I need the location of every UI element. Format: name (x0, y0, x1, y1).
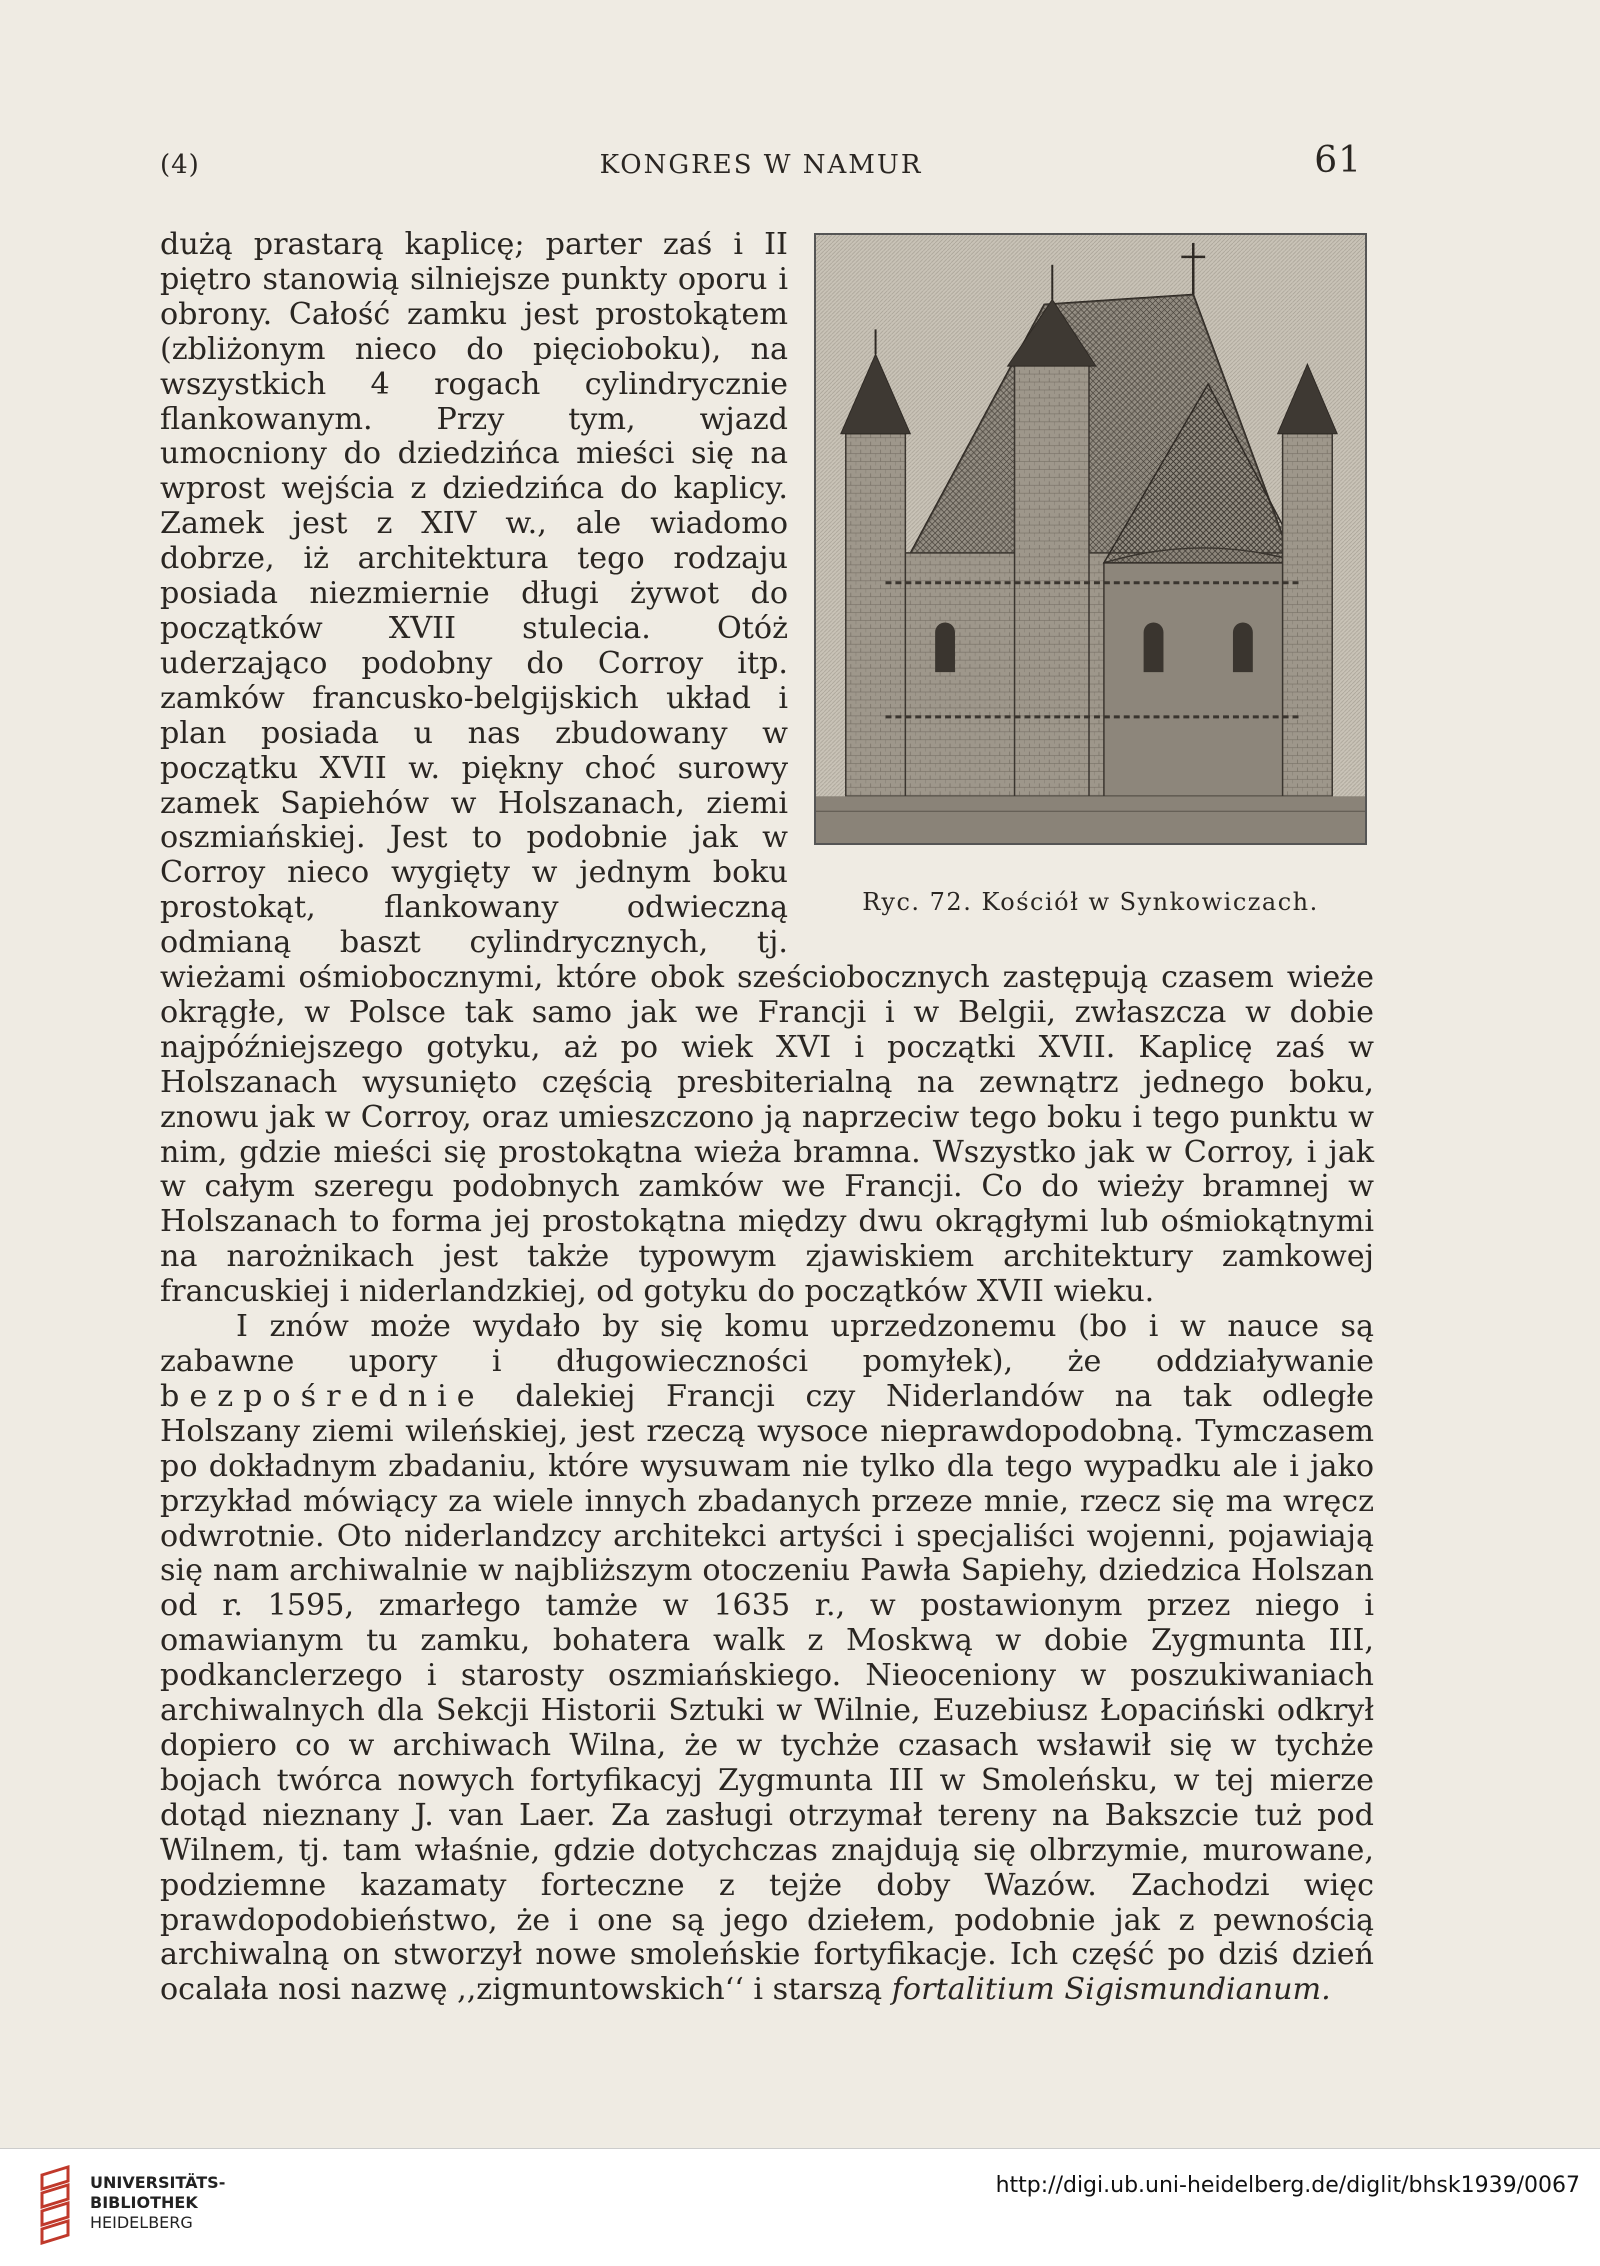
italic-term: fortalitium Sigismundianum. (891, 1972, 1331, 2008)
paragraph-1: dużą prastarą kaplicę; parter zaś i II piętro stanowią silniejsze punkty oporu i obrony. Całość zamku jest prostokątem (zbliżonym nieco do pięcioboku), na wszystkich 4 rogach cylindrycznie flankowanym. Przy tym, wjazd umocniony do dziedzińca mieści się na wprost wejścia z dziedzińca do kaplicy. Zamek jest z XIV w., ale wiadomo dobrze, iż architektura tego rodzaju posiada niezmiernie długi żywot do początków XVII stulecia. Otóż uderzająco podobny do Corroy itp. zamków francusko-belgijskich układ i plan posiada u nas zbudowany w początku XVII w. piękny choć surowy zamek Sapiehów w Holszanach, ziemi oszmiańskiej. Jest to podobnie jak w Corroy nieco wygięty w jednym boku prostokąt, flankowany odwieczną odmianą baszt cylindrycznych, tj. wieżami ośmiobocznymi, które obok sześciobocznych zastępują czasem wieże okrągłe, w Polsce tak samo jak we Francji i w Belgii, zwłaszcza w dobie najpóźniejszego gotyku, aż po wiek XVI i początki XVII. Kaplicę zaś w Holszanach wysunięto częścią presbiterialną na zewnątrz jednego boku, znowu jak w Corroy, oraz umieszczono ją naprzeciw tego boku i tego punktu w nim, gdzie mieści się prostokątna wieża bramna. Wszystko jak w Corroy, i jak w całym szeregu podobnych zamków we Francji. Co do wieży bramnej w Holszanach to forma jej prostokątna między dwu okrągłymi lub ośmiokątnymi na narożnikach jest także typowym zjawiskiem architektury zamkowej francuskiej i niderlandzkiej, od gotyku do początków XVII wieku. (160, 227, 1374, 1310)
section-number: (4) (160, 150, 200, 180)
paragraph-2-part-b: dalekiej Francji czy Niderlandów na tak odległe Holszany ziemi wileńskiej, jest rzeczą wysoce nieprawdopodobną. Tymczasem po dokładnym zbadaniu, które wysuwam nie tylko dla tego wypadku ale i jako przykład mówiący za wiele innych zbadanych przeze mnie, rzecz się ma wręcz odwrotnie. Oto niderlandzcy architekci artyści i specjaliści wojenni, pojawiają się nam archiwalnie w najbliższym otoczeniu Pawła Sapiehy, dziedzica Holszan od r. 1595, zmarłego tamże w 1635 r., w postawionym przez niego i omawianym tu zamku, bohatera walk z Moskwą w dobie Zygmunta III, podkanclerzego i starosty oszmiańskiego. Nieoceniony w poszukiwaniach archiwalnych dla Sekcji Historii Sztuki w Wilnie, Euzebiusz Łopaciński odkrył dopiero co w archiwach Wilna, że w tychże czasach wsławił się w tychże bojach twórca nowych fortyfikacyj Zygmunta III w Smoleńsku, w tej mierze dotąd nieznany J. van Laer. Za zasługi otrzymał tereny na Bakszcie tuż pod Wilnem, tj. tam właśnie, gdzie dotychczas znajdują się olbrzymie, murowane, podziemne kazamaty forteczne z tejże doby Wazów. Zachodzi więc prawdopodobieństwo, że i one są jego dziełem, podobnie jak z pewnością archiwalną on stworzył nowe smoleńskie fortyfikacje. Ich część po dziś dzień ocalała nosi nazwę ,,zigmuntowskich‘‘ i starszą (160, 1378, 1374, 2008)
figure-space (814, 228, 1374, 950)
paragraph-2 (160, 1310, 1374, 2008)
library-name-line-2: BIBLIOTHEK (90, 2193, 198, 2212)
source-url[interactable]: http://digi.ub.uni-heidelberg.de/diglit/bhsk1939/0067 (995, 2173, 1580, 2198)
page-number: 61 (1314, 140, 1362, 181)
running-title: KONGRES W NAMUR (599, 150, 923, 180)
library-name-line-1: UNIVERSITÄTS- (90, 2173, 226, 2192)
paragraph-2-part-a: I znów może wydało by się komu uprzedzonemu (bo i w nauce są zabawne upory i długowieczności pomyłek), że oddziaływanie (160, 1309, 1374, 1379)
figure-caption: Ryc. 72. Kościół w Synkowiczach. (862, 888, 1319, 916)
spaced-emphasis: bezpośrednie (160, 1378, 485, 1414)
library-logo-icon (34, 2163, 90, 2245)
digitization-footer (0, 2148, 1600, 2266)
library-name (90, 2173, 225, 2233)
body-text (160, 228, 1374, 2008)
library-name-line-3: HEIDELBERG (90, 2213, 193, 2232)
running-header (160, 140, 1362, 186)
